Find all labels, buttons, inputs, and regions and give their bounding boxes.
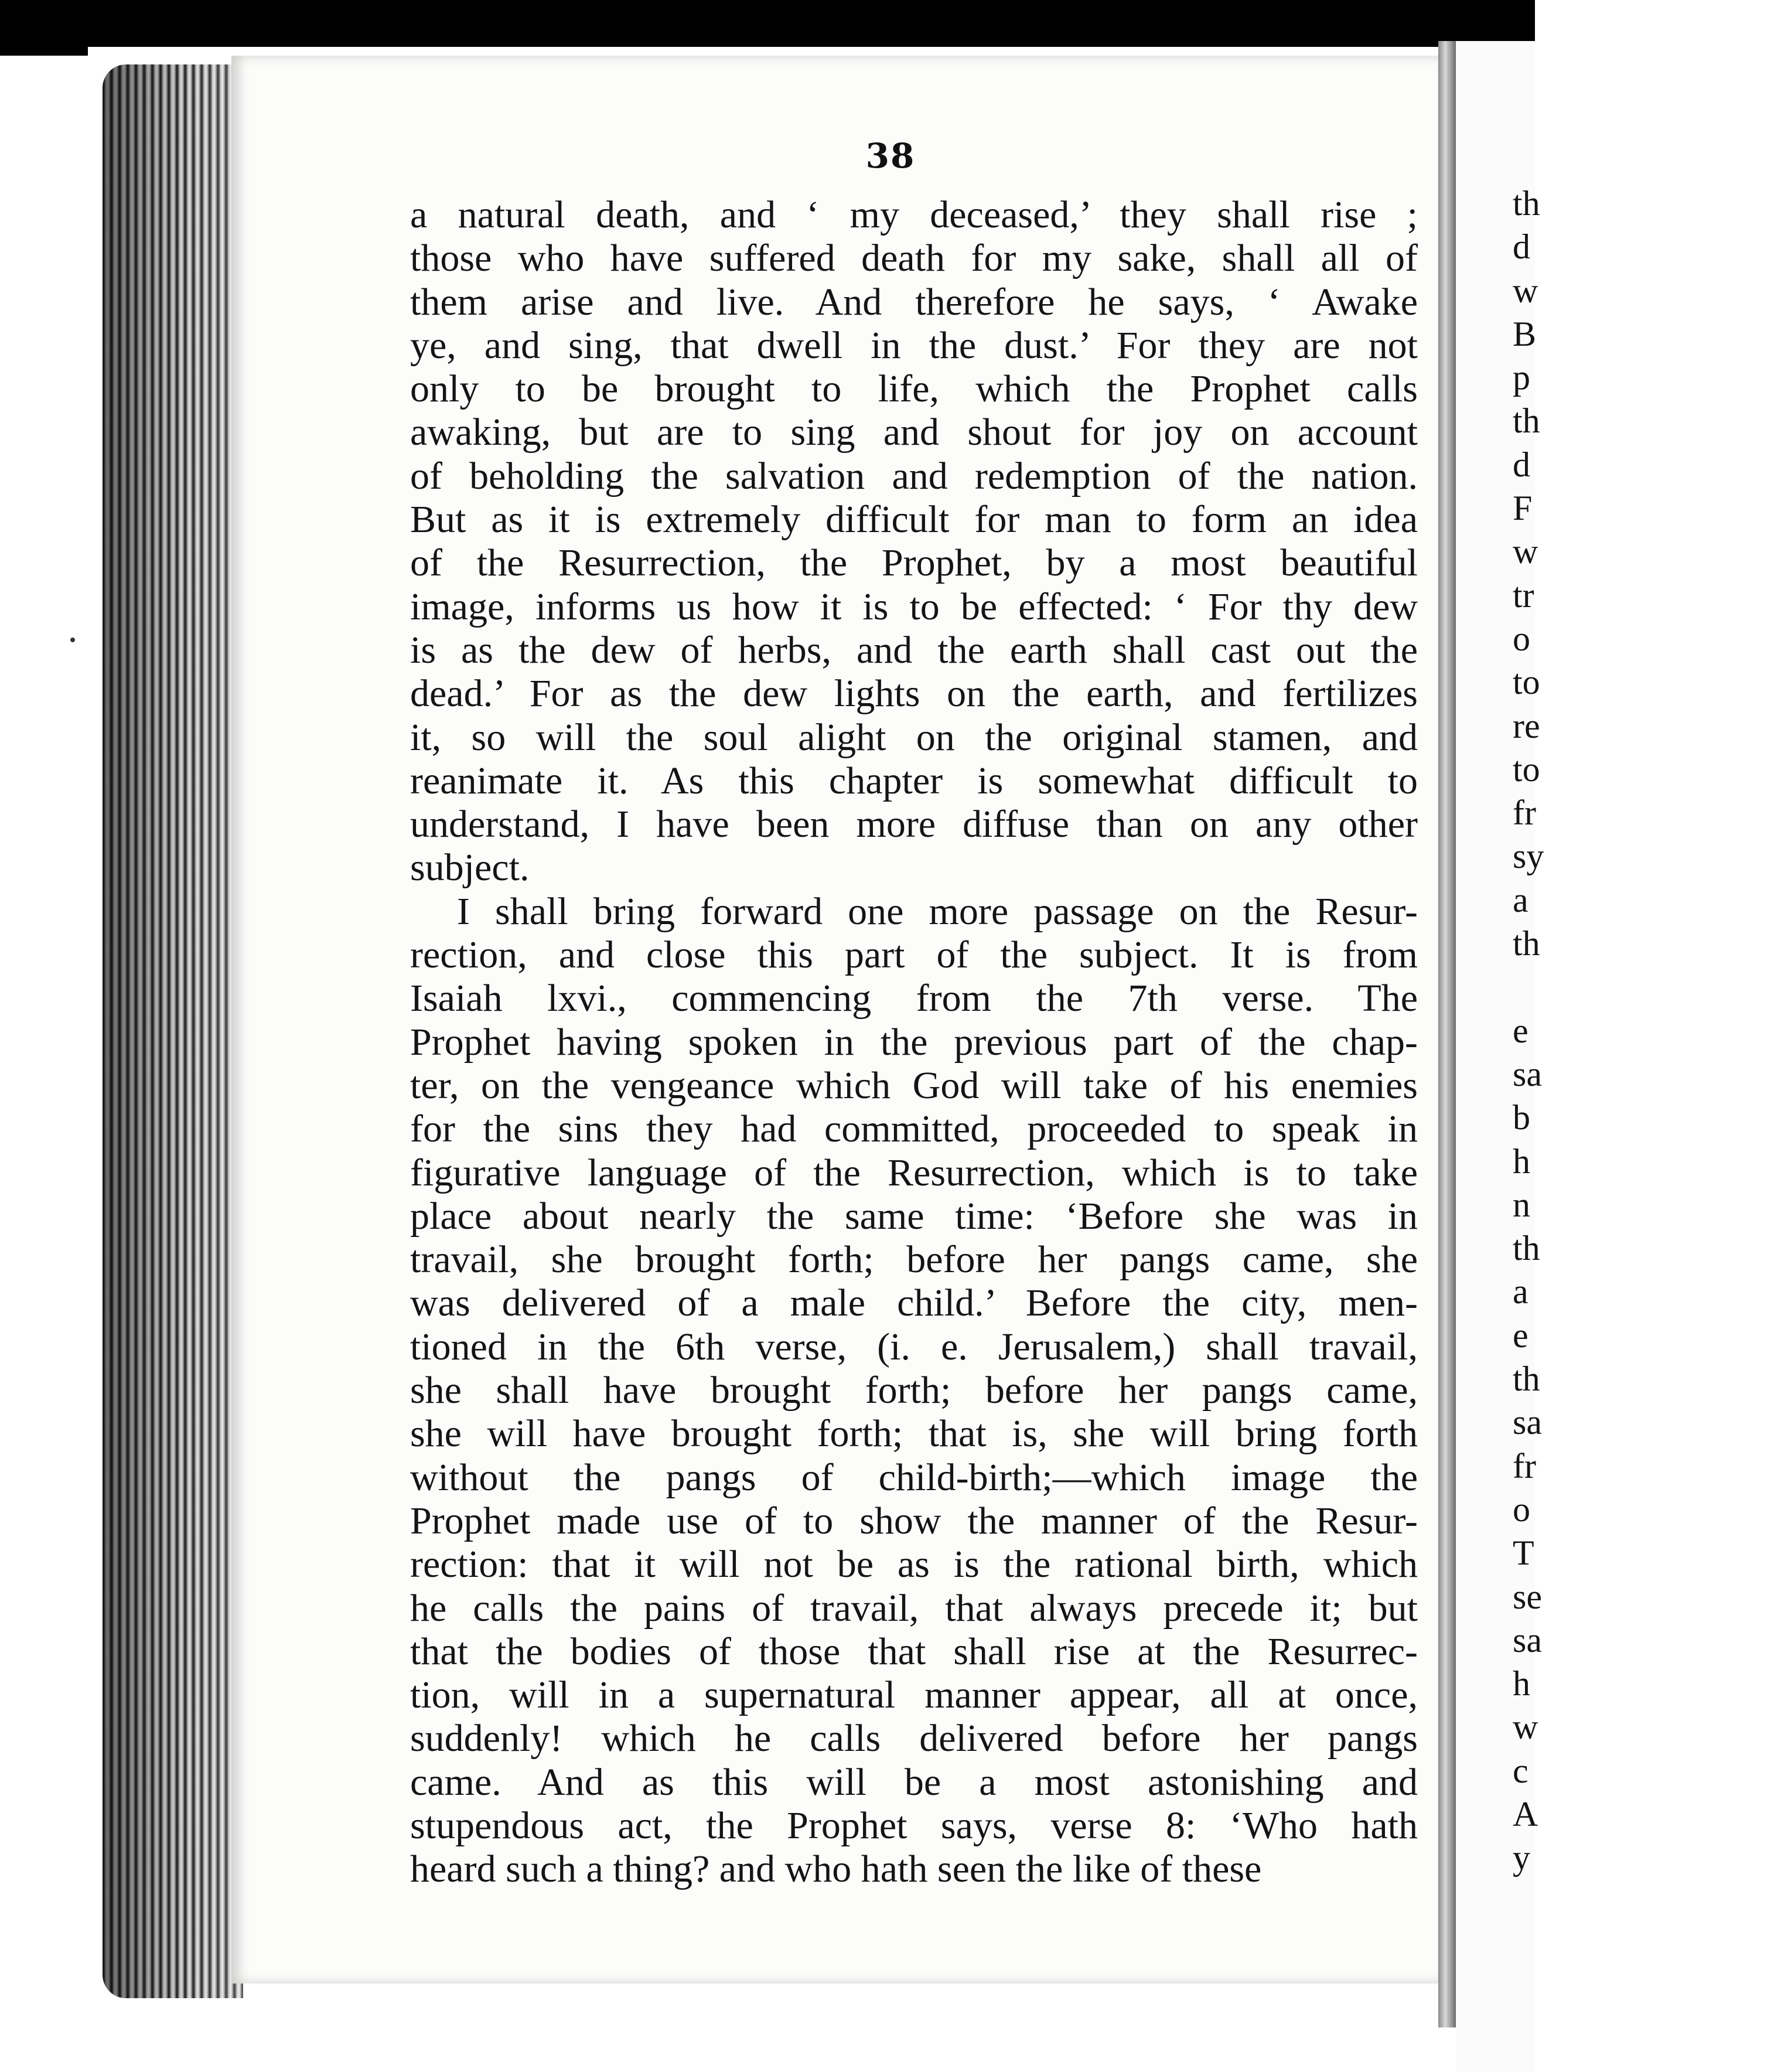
text-line: he calls the pains of travail, that always precede it; but (410, 1586, 1418, 1630)
text-line: travail, she brought forth; before her pangs came, she (410, 1238, 1418, 1282)
book-gutter (1438, 41, 1456, 2027)
facing-page-fragment: sa (1513, 1620, 1542, 1659)
text-line: was delivered of a male child.’ Before the city, men- (410, 1282, 1418, 1325)
facing-page-fragment: to (1513, 749, 1540, 789)
facing-page-fragment: re (1513, 706, 1540, 745)
text-line: rection, and close this part of the subject. It is from (410, 933, 1418, 977)
text-line: only to be brought to life, which the Prophet calls (410, 367, 1418, 411)
facing-page-fragment: c (1513, 1751, 1528, 1790)
text-line: for the sins they had committed, proceeded to speak in (410, 1107, 1418, 1151)
facing-page-text (1513, 182, 1548, 1880)
facing-page-fragment: h (1513, 1141, 1530, 1181)
text-line: she will have brought forth; that is, she will bring forth (410, 1412, 1418, 1456)
facing-page-fragment: o (1513, 619, 1530, 658)
facing-page-fragment: fr (1513, 793, 1536, 833)
facing-page-fragment: sa (1513, 1054, 1542, 1093)
facing-page-fragment: a (1513, 1272, 1528, 1311)
text-line: came. And as this will be a most astonishing and (410, 1760, 1418, 1804)
text-line: image, informs us how it is to be effected: ‘ For thy dew (410, 585, 1418, 628)
facing-page-fragment: th (1513, 924, 1540, 963)
facing-page-fragment: B (1513, 314, 1537, 353)
facing-page-fragment: p (1513, 358, 1530, 397)
facing-page-fragment: o (1513, 1490, 1530, 1529)
facing-page-fragment: se (1513, 1577, 1542, 1616)
text-line: stupendous act, the Prophet says, verse 8: ‘Who hath (410, 1804, 1418, 1847)
facing-page-fragment: A (1513, 1794, 1538, 1834)
text-line: a natural death, and ‘ my deceased,’ they shall rise ; (410, 193, 1418, 236)
facing-page-fragment: d (1513, 445, 1530, 484)
text-line: that the bodies of those that shall rise at the Resurrec- (410, 1630, 1418, 1673)
text-line: subject. (410, 846, 530, 890)
facing-page-fragment: h (1513, 1664, 1530, 1703)
facing-page-fragment (1513, 965, 1548, 1008)
facing-page-fragment: T (1513, 1533, 1534, 1573)
text-line: ye, and sing, that dwell in the dust.’ For they are not (410, 323, 1418, 367)
text-line: dead.’ For as the dew lights on the earth, and fertilizes (410, 672, 1418, 715)
text-line: she shall have brought forth; before her pangs came, (410, 1369, 1418, 1412)
text-line: those who have suffered death for my sake, shall all of (410, 237, 1418, 280)
text-line: place about nearly the same time: ‘Before she was in (410, 1194, 1418, 1238)
facing-page-fragment: to (1513, 663, 1540, 702)
text-line: reanimate it. As this chapter is somewhat difficult to (410, 759, 1418, 802)
facing-page-fragment: b (1513, 1098, 1530, 1137)
text-line: them arise and live. And therefore he says, ‘ Awake (410, 280, 1418, 323)
text-line: Prophet made use of to show the manner of the Resur- (410, 1499, 1418, 1542)
page-number: 38 (865, 136, 916, 176)
text-line: ter, on the vengeance which God will take of his enemies (410, 1064, 1418, 1107)
text-line: of beholding the salvation and redemption of the nation. (410, 454, 1418, 497)
scan-speck (70, 638, 75, 642)
text-line: understand, I have been more diffuse than on any other (410, 803, 1418, 846)
facing-page-fragment: fr (1513, 1446, 1536, 1485)
text-line: suddenly! which he calls delivered before her pangs (410, 1717, 1418, 1760)
facing-page-fragment: sa (1513, 1403, 1542, 1442)
facing-page-fragment: F (1513, 489, 1533, 528)
text-line: heard such a thing? and who hath seen the like of these (410, 1848, 1262, 1891)
text-line: without the pangs of child-birth;—which image the (410, 1456, 1418, 1499)
facing-page-fragment: tr (1513, 575, 1534, 615)
text-line: tioned in the 6th verse, (i. e. Jerusalem,) shall travail, (410, 1325, 1418, 1368)
facing-page-fragment: e (1513, 1316, 1528, 1355)
facing-page-fragment: sy (1513, 837, 1544, 876)
text-line: Isaiah lxvi., commencing from the 7th verse. The (410, 977, 1418, 1020)
facing-page-fragment: d (1513, 227, 1530, 267)
text-line: tion, will in a supernatural manner appear, all at once, (410, 1674, 1418, 1717)
text-line: But as it is extremely difficult for man to form an idea (410, 498, 1418, 541)
facing-page-fragment: w (1513, 271, 1538, 310)
facing-page-fragment: th (1513, 184, 1540, 223)
text-line: figurative language of the Resurrection, which is to take (410, 1151, 1418, 1194)
facing-page-fragment: th (1513, 401, 1540, 441)
facing-page-fragment: e (1513, 1011, 1528, 1050)
facing-page-fragment: w (1513, 1708, 1538, 1747)
text-line: rection: that it will not be as is the rational birth, which (410, 1543, 1418, 1586)
text-line: is as the dew of herbs, and the earth shall cast out the (410, 628, 1418, 672)
facing-page-fragment: th (1513, 1359, 1540, 1399)
facing-page-fragment: a (1513, 880, 1528, 919)
facing-page-top-border (1456, 0, 1535, 41)
text-line: of the Resurrection, the Prophet, by a most beautiful (410, 541, 1418, 585)
text-line: Prophet having spoken in the previous part of the chap- (410, 1020, 1418, 1064)
text-line: awaking, but are to sing and shout for joy on account (410, 411, 1418, 454)
page-body-text (410, 193, 1418, 1892)
facing-page-fragment: th (1513, 1229, 1540, 1268)
text-line: I shall bring forward one more passage on the Resur- (457, 890, 1418, 933)
facing-page-fragment: y (1513, 1838, 1530, 1877)
page-edges (103, 64, 243, 1998)
text-line: it, so will the soul alight on the original stamen, and (410, 715, 1418, 759)
facing-page-fragment: n (1513, 1185, 1530, 1224)
facing-page-fragment: w (1513, 532, 1538, 571)
